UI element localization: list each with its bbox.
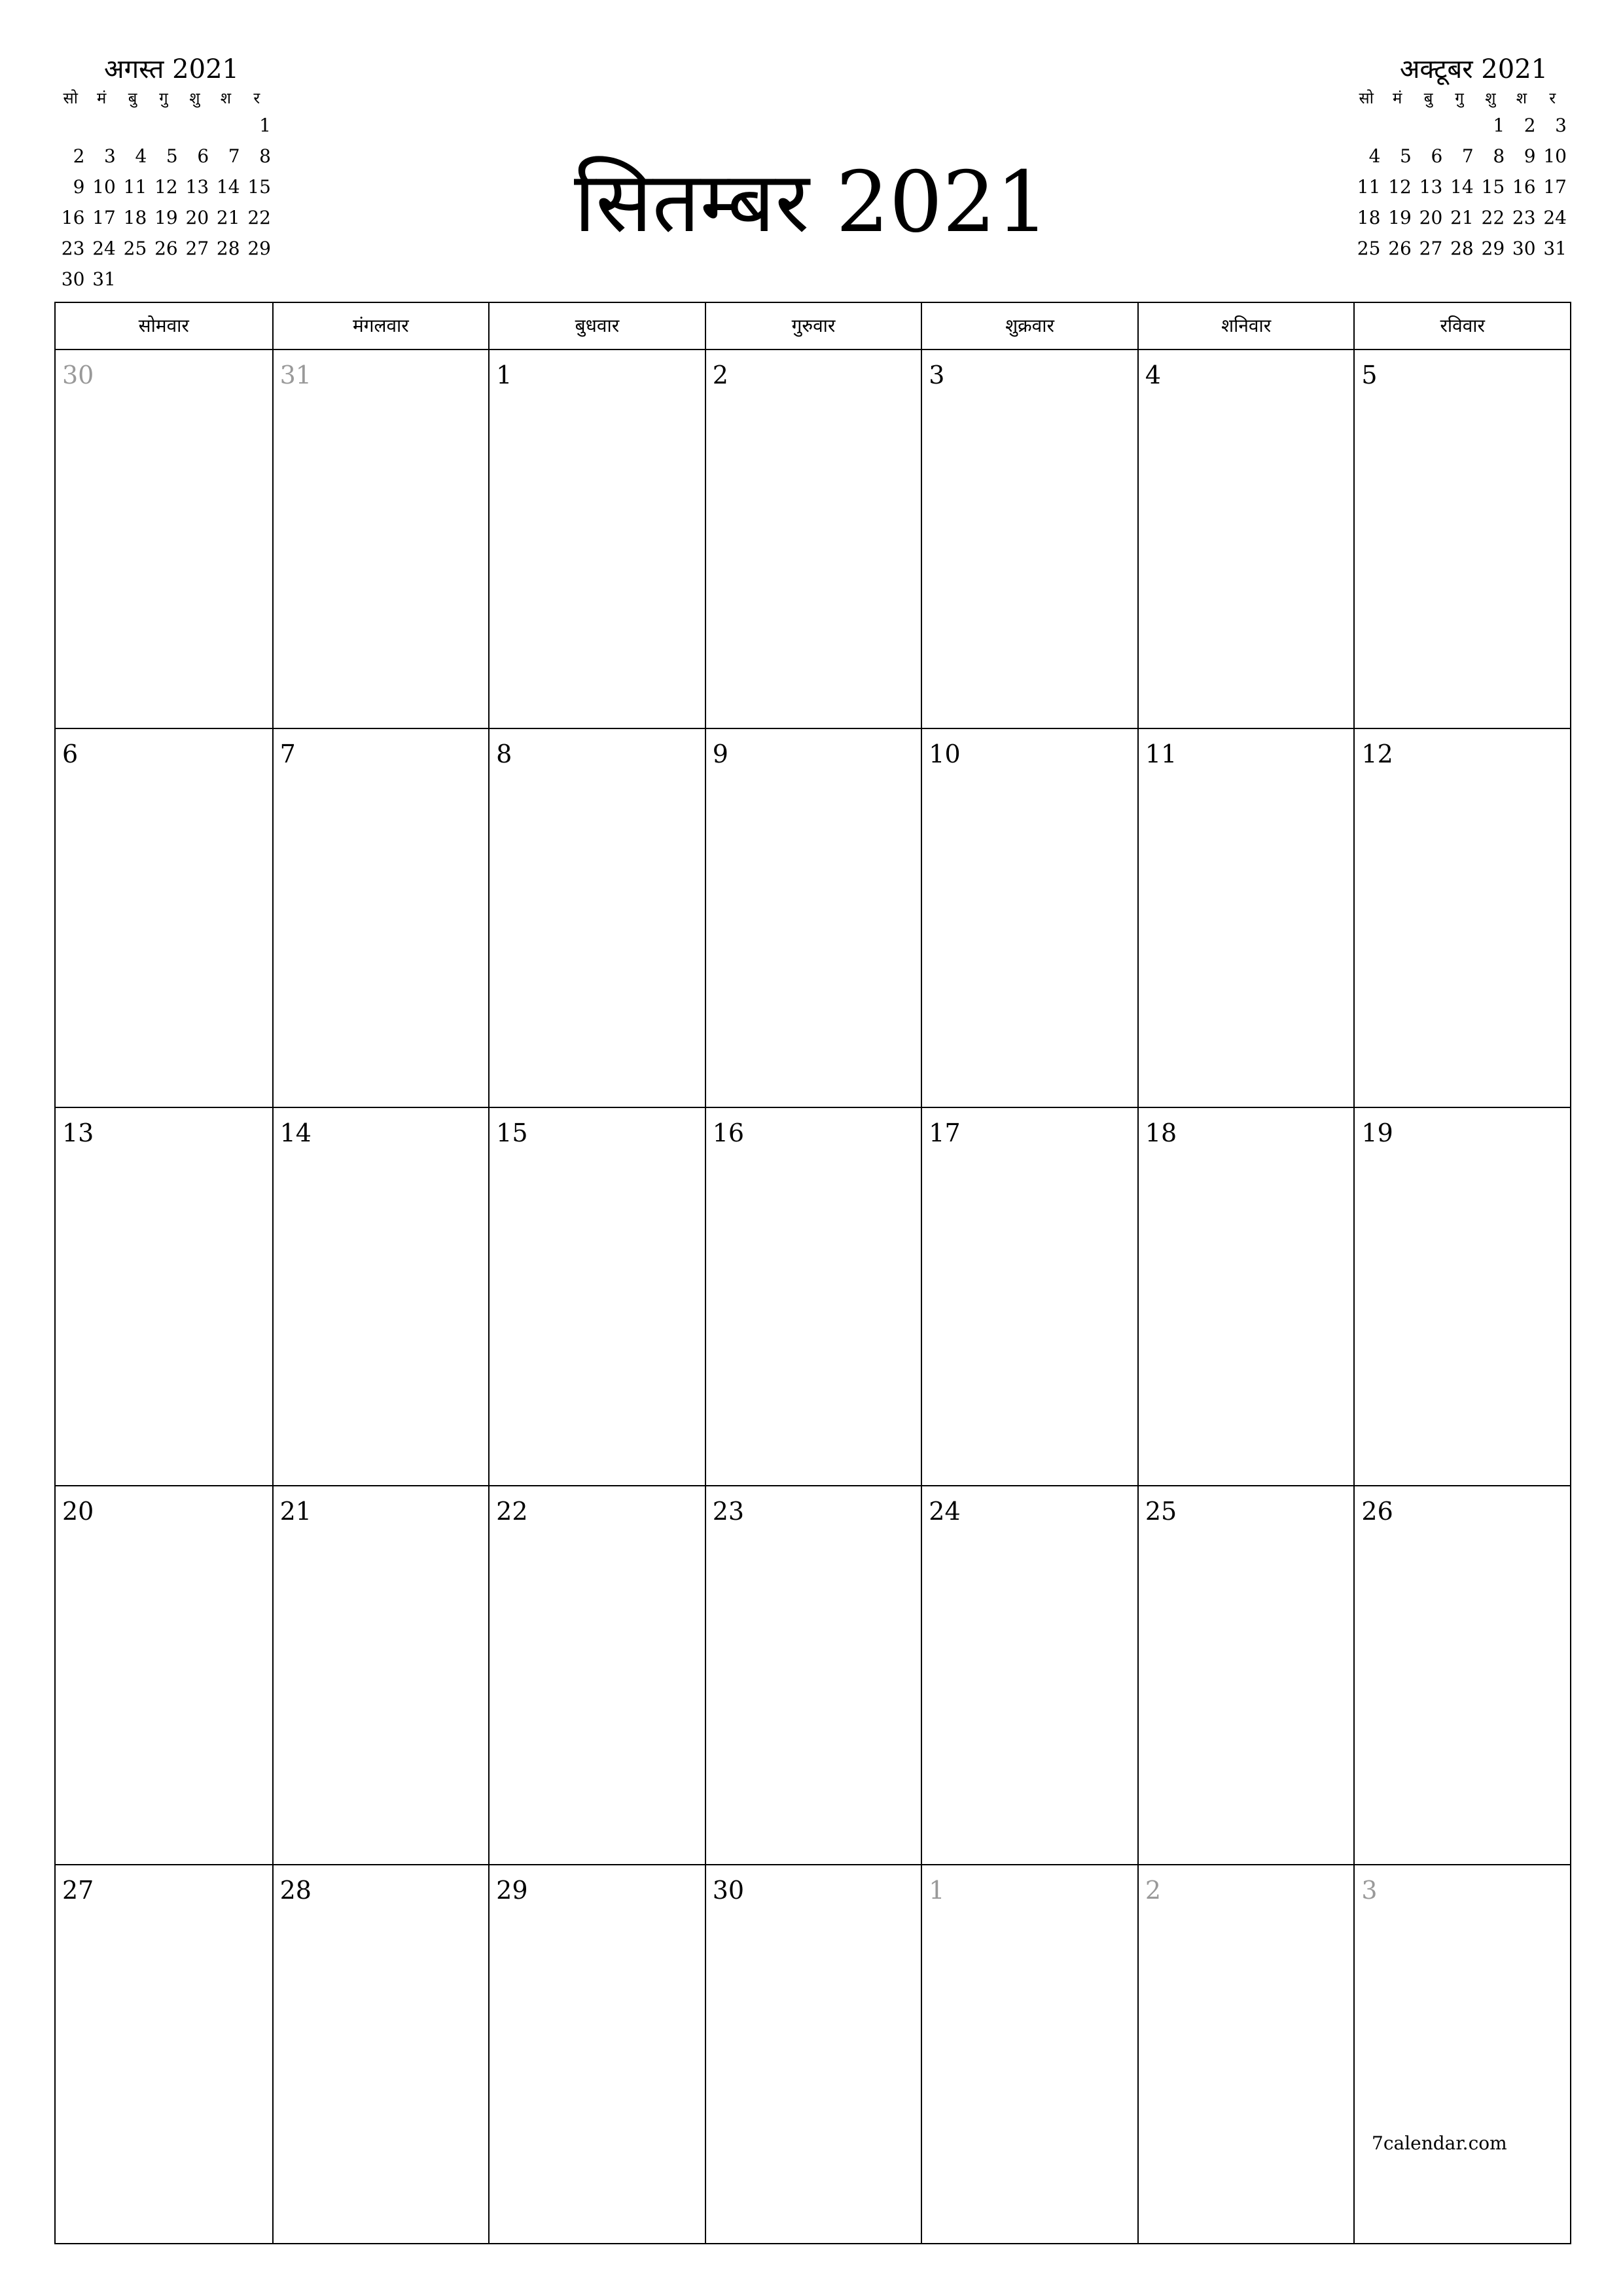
mini-day: 22 bbox=[247, 207, 271, 228]
weekday-header: रविवार bbox=[1353, 303, 1570, 349]
day-number: 29 bbox=[496, 1876, 528, 1905]
mini-day: 7 bbox=[228, 145, 240, 167]
mini-day: 11 bbox=[1357, 176, 1381, 198]
day-cell[interactable] bbox=[1137, 350, 1354, 728]
mini-day bbox=[181, 264, 211, 295]
day-number: 21 bbox=[279, 1497, 312, 1526]
mini-day: 30 bbox=[61, 268, 85, 290]
page-title: सितम्बर 2021 bbox=[573, 154, 1050, 251]
day-cell[interactable] bbox=[488, 1486, 705, 1864]
mini-day: 26 bbox=[154, 238, 178, 259]
day-cell[interactable] bbox=[1353, 350, 1570, 728]
mini-day: 22 bbox=[1481, 207, 1505, 228]
mini-day: 25 bbox=[1357, 238, 1381, 259]
week-row bbox=[56, 1486, 1570, 1865]
mini-day bbox=[118, 264, 149, 295]
day-number: 3 bbox=[929, 361, 945, 389]
day-number: 8 bbox=[496, 739, 512, 768]
day-cell[interactable] bbox=[56, 1486, 272, 1864]
day-number: 20 bbox=[62, 1497, 94, 1526]
mini-day bbox=[149, 110, 180, 141]
mini-day bbox=[1414, 110, 1445, 141]
mini-day bbox=[1383, 110, 1414, 141]
day-number: 10 bbox=[929, 739, 961, 768]
day-number: 17 bbox=[929, 1118, 961, 1147]
mini-weekday-label: श bbox=[220, 89, 232, 107]
mini-day: 6 bbox=[197, 145, 209, 167]
mini-day: 2 bbox=[1524, 115, 1536, 136]
mini-weekday-label: गु bbox=[1455, 89, 1464, 107]
mini-day: 26 bbox=[1388, 238, 1412, 259]
mini-day bbox=[211, 110, 242, 141]
mini-day: 18 bbox=[123, 207, 147, 228]
mini-day: 24 bbox=[1543, 207, 1567, 228]
weekday-header: गुरुवार bbox=[705, 303, 921, 349]
day-number: 30 bbox=[62, 361, 94, 389]
mini-day: 19 bbox=[154, 207, 178, 228]
mini-day: 31 bbox=[92, 268, 116, 290]
day-cell[interactable] bbox=[488, 729, 705, 1107]
mini-day: 8 bbox=[259, 145, 271, 167]
mini-day: 15 bbox=[1481, 176, 1505, 198]
day-cell[interactable] bbox=[921, 1486, 1137, 1864]
day-number: 1 bbox=[496, 361, 512, 389]
day-cell-other-month[interactable] bbox=[921, 1865, 1137, 2244]
day-number: 28 bbox=[279, 1876, 312, 1905]
week-row bbox=[56, 1865, 1570, 2244]
day-number: 30 bbox=[712, 1876, 745, 1905]
day-number: 31 bbox=[279, 361, 312, 389]
mini-weekday-label: बु bbox=[1423, 89, 1433, 107]
day-number: 19 bbox=[1361, 1118, 1393, 1147]
mini-weekday-label: र bbox=[1549, 89, 1556, 107]
mini-day: 20 bbox=[1419, 207, 1443, 228]
weekday-header: शुक्रवार bbox=[921, 303, 1137, 349]
mini-day: 12 bbox=[1388, 176, 1412, 198]
day-cell[interactable] bbox=[488, 350, 705, 728]
day-cell[interactable] bbox=[705, 1486, 921, 1864]
mini-weekday-label: गु bbox=[159, 89, 168, 107]
mini-day: 17 bbox=[1543, 176, 1567, 198]
mini-day bbox=[1445, 110, 1476, 141]
day-cell[interactable] bbox=[1137, 729, 1354, 1107]
mini-day: 29 bbox=[247, 238, 271, 259]
mini-day: 12 bbox=[154, 176, 178, 198]
mini-day: 5 bbox=[1400, 145, 1412, 167]
weekday-header: मंगलवार bbox=[272, 303, 489, 349]
mini-day: 11 bbox=[123, 176, 147, 198]
day-cell-other-month[interactable] bbox=[56, 350, 272, 728]
day-cell[interactable] bbox=[488, 1108, 705, 1486]
mini-weekday-label: सो bbox=[1359, 89, 1374, 107]
mini-day: 3 bbox=[104, 145, 116, 167]
mini-day: 7 bbox=[1461, 145, 1474, 167]
mini-day: 25 bbox=[123, 238, 147, 259]
mini-day: 6 bbox=[1431, 145, 1443, 167]
mini-day: 28 bbox=[1450, 238, 1474, 259]
day-cell-other-month[interactable] bbox=[1353, 1865, 1570, 2244]
mini-day: 15 bbox=[247, 176, 271, 198]
mini-calendar-title: अगस्त 2021 bbox=[104, 54, 239, 84]
mini-day bbox=[181, 110, 211, 141]
day-number: 18 bbox=[1145, 1118, 1177, 1147]
mini-day: 20 bbox=[185, 207, 209, 228]
day-number: 24 bbox=[929, 1497, 961, 1526]
mini-day: 4 bbox=[135, 145, 147, 167]
day-number: 25 bbox=[1145, 1497, 1177, 1526]
weekday-header: शनिवार bbox=[1137, 303, 1354, 349]
mini-day: 13 bbox=[1419, 176, 1443, 198]
day-cell[interactable] bbox=[1353, 1486, 1570, 1864]
day-cell[interactable] bbox=[1137, 1108, 1354, 1486]
mini-day: 13 bbox=[185, 176, 209, 198]
day-number: 13 bbox=[62, 1118, 94, 1147]
mini-calendar-next bbox=[1352, 52, 1569, 264]
mini-day: 14 bbox=[1450, 176, 1474, 198]
mini-day: 9 bbox=[1524, 145, 1536, 167]
day-number: 2 bbox=[1145, 1876, 1162, 1905]
mini-day: 19 bbox=[1388, 207, 1412, 228]
day-cell[interactable] bbox=[272, 1865, 489, 2244]
mini-day: 5 bbox=[166, 145, 178, 167]
weekday-header-row bbox=[56, 303, 1570, 350]
day-cell[interactable] bbox=[272, 729, 489, 1107]
mini-day: 28 bbox=[216, 238, 240, 259]
mini-weekday-label: सो bbox=[63, 89, 78, 107]
day-cell[interactable] bbox=[921, 729, 1137, 1107]
mini-day bbox=[118, 110, 149, 141]
mini-day: 27 bbox=[185, 238, 209, 259]
mini-day: 1 bbox=[259, 115, 271, 136]
day-cell[interactable] bbox=[1137, 1486, 1354, 1864]
mini-day: 21 bbox=[1450, 207, 1474, 228]
mini-day: 3 bbox=[1555, 115, 1567, 136]
day-cell[interactable] bbox=[56, 1108, 272, 1486]
mini-day: 17 bbox=[92, 207, 116, 228]
day-cell[interactable] bbox=[1353, 729, 1570, 1107]
mini-day: 21 bbox=[216, 207, 240, 228]
day-number: 15 bbox=[496, 1118, 528, 1147]
mini-weekday-label: मं bbox=[1392, 89, 1402, 107]
mini-day: 1 bbox=[1493, 115, 1505, 136]
mini-day: 9 bbox=[73, 176, 85, 198]
day-number: 7 bbox=[279, 739, 296, 768]
day-cell[interactable] bbox=[1353, 1108, 1570, 1486]
day-cell[interactable] bbox=[272, 1108, 489, 1486]
mini-day: 24 bbox=[92, 238, 116, 259]
week-row bbox=[56, 729, 1570, 1108]
weeks bbox=[56, 350, 1570, 2244]
day-number: 2 bbox=[712, 361, 728, 389]
mini-day: 31 bbox=[1543, 238, 1567, 259]
mini-weekday-label: बु bbox=[128, 89, 137, 107]
mini-weekday-label: शु bbox=[1485, 89, 1496, 107]
mini-day bbox=[87, 110, 118, 141]
mini-day: 2 bbox=[73, 145, 85, 167]
mini-day: 27 bbox=[1419, 238, 1443, 259]
day-number: 5 bbox=[1361, 361, 1378, 389]
mini-day: 29 bbox=[1481, 238, 1505, 259]
day-cell[interactable] bbox=[56, 729, 272, 1107]
mini-day: 10 bbox=[92, 176, 116, 198]
mini-day: 23 bbox=[1512, 207, 1536, 228]
day-number: 23 bbox=[712, 1497, 745, 1526]
day-cell[interactable] bbox=[705, 1865, 921, 2244]
weekday-header: बुधवार bbox=[488, 303, 705, 349]
mini-day: 4 bbox=[1368, 145, 1381, 167]
day-number: 22 bbox=[496, 1497, 528, 1526]
mini-day bbox=[211, 264, 242, 295]
mini-day bbox=[149, 264, 180, 295]
day-cell[interactable] bbox=[272, 1486, 489, 1864]
mini-weekday-label: मं bbox=[96, 89, 107, 107]
day-number: 3 bbox=[1361, 1876, 1378, 1905]
site-credit: 7calendar.com bbox=[1372, 2132, 1507, 2154]
mini-day: 16 bbox=[61, 207, 85, 228]
mini-day bbox=[1352, 110, 1383, 141]
day-cell-other-month[interactable] bbox=[272, 350, 489, 728]
day-cell-other-month[interactable] bbox=[1137, 1865, 1354, 2244]
day-cell[interactable] bbox=[921, 1108, 1137, 1486]
day-number: 26 bbox=[1361, 1497, 1393, 1526]
day-cell[interactable] bbox=[56, 1865, 272, 2244]
mini-day bbox=[243, 264, 274, 295]
day-cell[interactable] bbox=[705, 1108, 921, 1486]
day-number: 4 bbox=[1145, 361, 1162, 389]
mini-day: 30 bbox=[1512, 238, 1536, 259]
day-number: 14 bbox=[279, 1118, 312, 1147]
mini-day: 23 bbox=[61, 238, 85, 259]
week-row bbox=[56, 1108, 1570, 1487]
day-number: 1 bbox=[929, 1876, 945, 1905]
mini-day: 14 bbox=[216, 176, 240, 198]
mini-calendar-grid bbox=[1352, 86, 1569, 264]
mini-weekday-label: शु bbox=[189, 89, 200, 107]
day-cell[interactable] bbox=[705, 350, 921, 728]
mini-day: 16 bbox=[1512, 176, 1536, 198]
day-cell[interactable] bbox=[921, 350, 1137, 728]
day-number: 6 bbox=[62, 739, 79, 768]
mini-weekday-label: श bbox=[1516, 89, 1527, 107]
day-number: 16 bbox=[712, 1118, 745, 1147]
month-grid bbox=[54, 302, 1571, 2244]
mini-day: 18 bbox=[1357, 207, 1381, 228]
day-number: 11 bbox=[1145, 739, 1177, 768]
mini-weekday-label: र bbox=[253, 89, 260, 107]
day-number: 9 bbox=[712, 739, 728, 768]
mini-calendar-title: अक्टूबर 2021 bbox=[1399, 54, 1548, 84]
day-cell[interactable] bbox=[705, 729, 921, 1107]
mini-day: 10 bbox=[1543, 145, 1567, 167]
mini-day: 8 bbox=[1493, 145, 1505, 167]
week-row bbox=[56, 350, 1570, 729]
day-number: 12 bbox=[1361, 739, 1393, 768]
day-number: 27 bbox=[62, 1876, 94, 1905]
day-cell[interactable] bbox=[488, 1865, 705, 2244]
mini-day bbox=[56, 110, 87, 141]
weekday-header: सोमवार bbox=[138, 315, 189, 336]
